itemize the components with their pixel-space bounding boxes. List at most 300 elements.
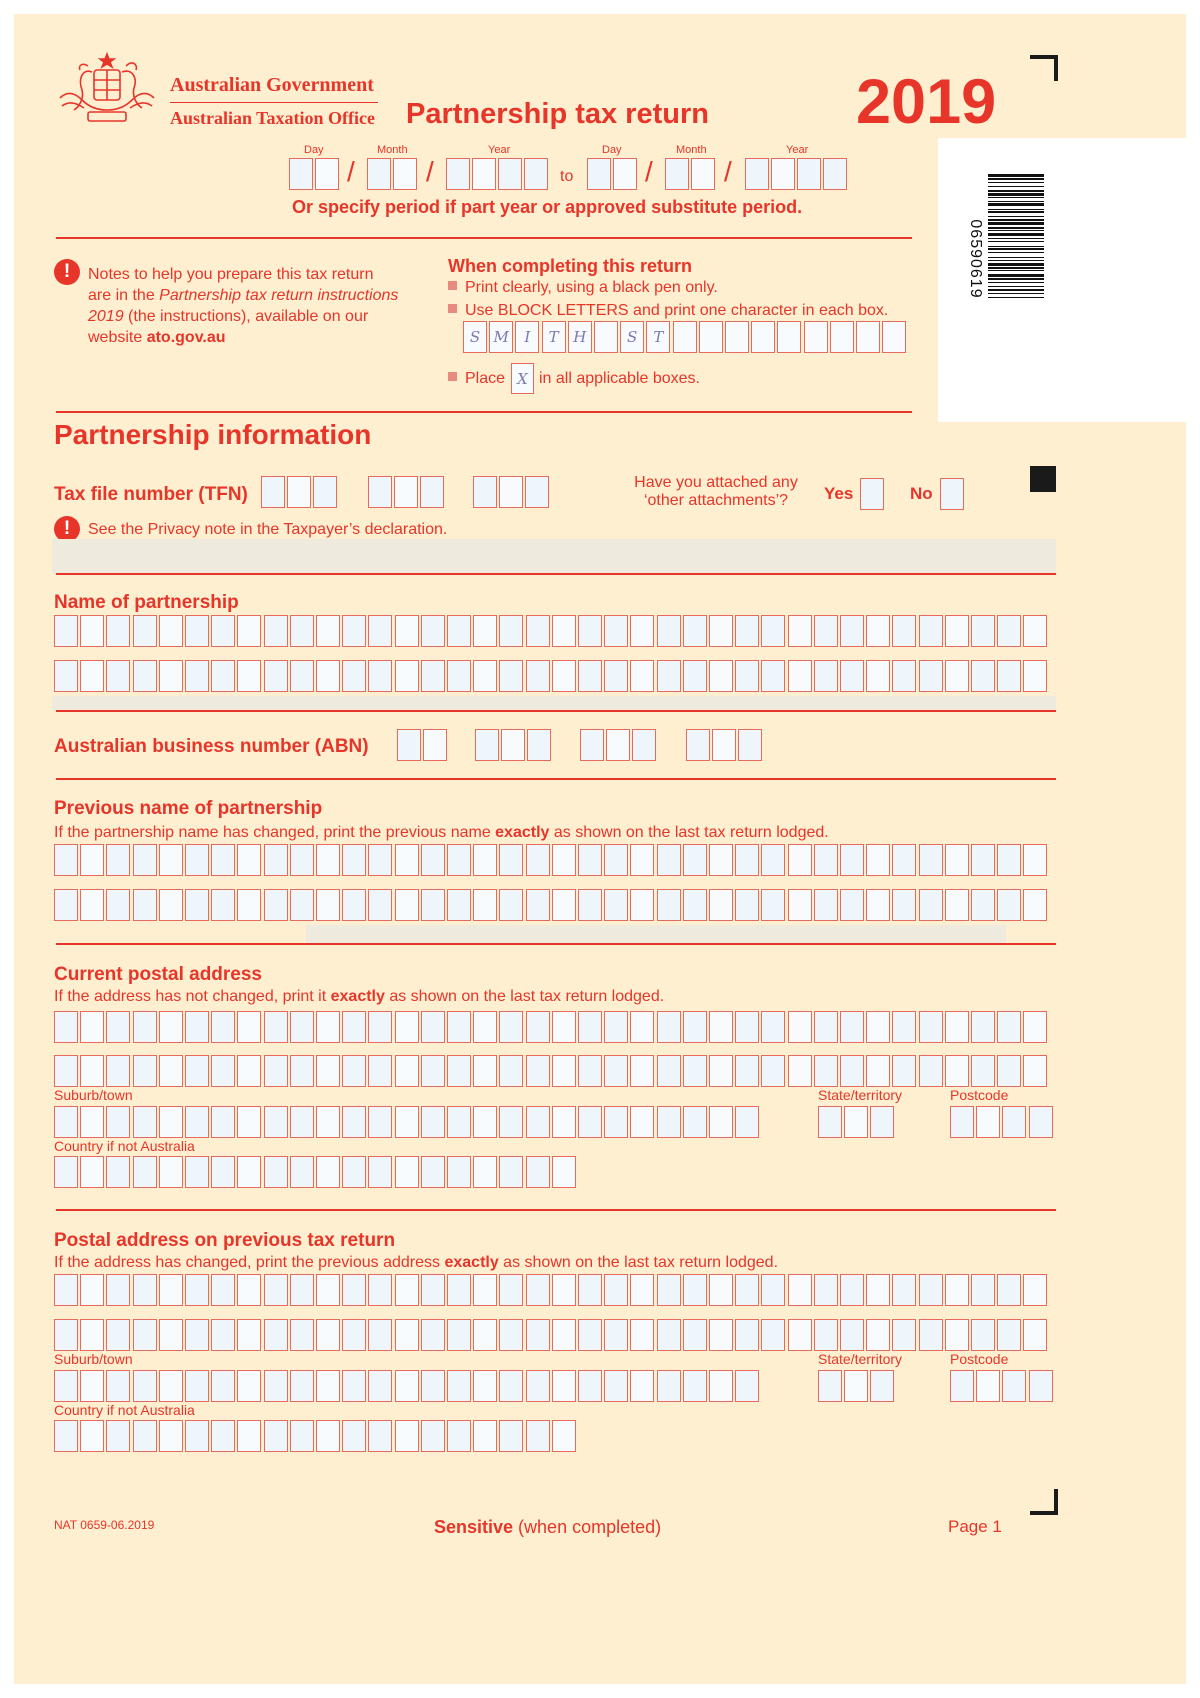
period-date-box[interactable]	[393, 158, 417, 190]
current-address-box[interactable]	[945, 1055, 969, 1087]
previous-name-box[interactable]	[133, 844, 157, 876]
current-country-box[interactable]	[316, 1156, 340, 1188]
previous-address-box[interactable]	[814, 1274, 838, 1306]
previous-name-box[interactable]	[683, 844, 707, 876]
previous-suburb-box[interactable]	[683, 1370, 707, 1402]
partnership-name-box[interactable]	[211, 660, 235, 692]
partnership-name-box[interactable]	[499, 615, 523, 647]
previous-name-box[interactable]	[133, 889, 157, 921]
current-address-box[interactable]	[814, 1011, 838, 1043]
current-country-box[interactable]	[290, 1156, 314, 1188]
previous-name-box[interactable]	[421, 844, 445, 876]
previous-address-box[interactable]	[316, 1274, 340, 1306]
previous-name-box[interactable]	[499, 889, 523, 921]
abn-box[interactable]	[738, 729, 762, 761]
partnership-name-box[interactable]	[735, 615, 759, 647]
previous-address-box[interactable]	[840, 1274, 864, 1306]
previous-name-box[interactable]	[604, 844, 628, 876]
previous-suburb-box[interactable]	[106, 1370, 130, 1402]
partnership-name-box[interactable]	[80, 660, 104, 692]
previous-name-box[interactable]	[342, 844, 366, 876]
previous-address-box[interactable]	[368, 1274, 392, 1306]
previous-address-box[interactable]	[211, 1274, 235, 1306]
current-state-box[interactable]	[844, 1106, 868, 1138]
period-date-box[interactable]	[665, 158, 689, 190]
previous-state-box[interactable]	[818, 1370, 842, 1402]
period-date-box[interactable]	[613, 158, 637, 190]
partnership-name-box[interactable]	[264, 615, 288, 647]
current-suburb-box[interactable]	[604, 1106, 628, 1138]
previous-suburb-box[interactable]	[316, 1370, 340, 1402]
current-address-box[interactable]	[761, 1011, 785, 1043]
current-country-box[interactable]	[473, 1156, 497, 1188]
tfn-box[interactable]	[287, 476, 311, 508]
period-date-box[interactable]	[823, 158, 847, 190]
previous-name-box[interactable]	[892, 844, 916, 876]
partnership-name-box[interactable]	[526, 660, 550, 692]
tfn-box[interactable]	[368, 476, 392, 508]
current-address-box[interactable]	[683, 1055, 707, 1087]
current-suburb-box[interactable]	[447, 1106, 471, 1138]
partnership-name-box[interactable]	[447, 615, 471, 647]
partnership-name-box[interactable]	[342, 660, 366, 692]
current-state-box[interactable]	[818, 1106, 842, 1138]
previous-suburb-box[interactable]	[342, 1370, 366, 1402]
previous-address-box[interactable]	[185, 1319, 209, 1351]
abn-box[interactable]	[632, 729, 656, 761]
abn-box[interactable]	[475, 729, 499, 761]
previous-name-box[interactable]	[54, 844, 78, 876]
current-suburb-box[interactable]	[552, 1106, 576, 1138]
previous-suburb-box[interactable]	[237, 1370, 261, 1402]
previous-name-box[interactable]	[919, 844, 943, 876]
partnership-name-box[interactable]	[709, 615, 733, 647]
previous-name-box[interactable]	[657, 844, 681, 876]
partnership-name-box[interactable]	[526, 615, 550, 647]
current-address-box[interactable]	[473, 1055, 497, 1087]
previous-address-box[interactable]	[945, 1274, 969, 1306]
current-suburb-box[interactable]	[342, 1106, 366, 1138]
previous-name-box[interactable]	[264, 889, 288, 921]
partnership-name-box[interactable]	[840, 615, 864, 647]
current-suburb-box[interactable]	[395, 1106, 419, 1138]
current-address-box[interactable]	[264, 1055, 288, 1087]
partnership-name-box[interactable]	[840, 660, 864, 692]
current-address-box[interactable]	[604, 1055, 628, 1087]
previous-suburb-box[interactable]	[185, 1370, 209, 1402]
previous-suburb-box[interactable]	[159, 1370, 183, 1402]
current-suburb-box[interactable]	[237, 1106, 261, 1138]
partnership-name-box[interactable]	[133, 615, 157, 647]
period-date-box[interactable]	[691, 158, 715, 190]
current-country-box[interactable]	[264, 1156, 288, 1188]
current-postcode-box[interactable]	[976, 1106, 1000, 1138]
current-country-box[interactable]	[185, 1156, 209, 1188]
previous-address-box[interactable]	[919, 1319, 943, 1351]
current-address-box[interactable]	[159, 1011, 183, 1043]
previous-name-box[interactable]	[945, 889, 969, 921]
current-address-box[interactable]	[526, 1011, 550, 1043]
previous-address-box[interactable]	[866, 1274, 890, 1306]
current-address-box[interactable]	[840, 1055, 864, 1087]
previous-suburb-box[interactable]	[80, 1370, 104, 1402]
previous-address-box[interactable]	[185, 1274, 209, 1306]
previous-address-box[interactable]	[919, 1274, 943, 1306]
partnership-name-box[interactable]	[552, 615, 576, 647]
previous-name-box[interactable]	[892, 889, 916, 921]
abn-box[interactable]	[397, 729, 421, 761]
partnership-name-box[interactable]	[159, 615, 183, 647]
partnership-name-box[interactable]	[290, 615, 314, 647]
previous-address-box[interactable]	[159, 1319, 183, 1351]
previous-address-box[interactable]	[997, 1274, 1021, 1306]
previous-postcode-box[interactable]	[950, 1370, 974, 1402]
previous-country-box[interactable]	[211, 1420, 235, 1452]
partnership-name-box[interactable]	[552, 660, 576, 692]
current-address-box[interactable]	[919, 1055, 943, 1087]
previous-address-box[interactable]	[342, 1274, 366, 1306]
partnership-name-box[interactable]	[264, 660, 288, 692]
previous-name-box[interactable]	[211, 889, 235, 921]
previous-address-box[interactable]	[945, 1319, 969, 1351]
previous-address-box[interactable]	[395, 1319, 419, 1351]
tfn-box[interactable]	[313, 476, 337, 508]
previous-name-box[interactable]	[290, 889, 314, 921]
current-country-box[interactable]	[526, 1156, 550, 1188]
current-address-box[interactable]	[133, 1011, 157, 1043]
current-postcode-box[interactable]	[1002, 1106, 1026, 1138]
previous-name-box[interactable]	[447, 844, 471, 876]
partnership-name-box[interactable]	[473, 660, 497, 692]
partnership-name-box[interactable]	[997, 660, 1021, 692]
current-address-box[interactable]	[788, 1011, 812, 1043]
current-country-box[interactable]	[237, 1156, 261, 1188]
current-address-box[interactable]	[997, 1011, 1021, 1043]
previous-name-box[interactable]	[395, 889, 419, 921]
previous-name-box[interactable]	[159, 844, 183, 876]
previous-suburb-box[interactable]	[368, 1370, 392, 1402]
previous-country-box[interactable]	[447, 1420, 471, 1452]
tfn-box[interactable]	[525, 476, 549, 508]
previous-country-box[interactable]	[552, 1420, 576, 1452]
current-address-box[interactable]	[395, 1055, 419, 1087]
previous-name-box[interactable]	[578, 889, 602, 921]
previous-name-box[interactable]	[159, 889, 183, 921]
previous-suburb-box[interactable]	[473, 1370, 497, 1402]
previous-name-box[interactable]	[421, 889, 445, 921]
attachments-no-checkbox[interactable]	[940, 478, 964, 510]
partnership-name-box[interactable]	[604, 615, 628, 647]
previous-name-box[interactable]	[919, 889, 943, 921]
current-country-box[interactable]	[368, 1156, 392, 1188]
current-address-box[interactable]	[159, 1055, 183, 1087]
tfn-box[interactable]	[394, 476, 418, 508]
current-suburb-box[interactable]	[290, 1106, 314, 1138]
previous-country-box[interactable]	[526, 1420, 550, 1452]
partnership-name-box[interactable]	[971, 660, 995, 692]
previous-name-box[interactable]	[316, 889, 340, 921]
previous-name-box[interactable]	[80, 889, 104, 921]
period-date-box[interactable]	[472, 158, 496, 190]
current-address-box[interactable]	[447, 1055, 471, 1087]
previous-name-box[interactable]	[840, 889, 864, 921]
previous-address-box[interactable]	[473, 1319, 497, 1351]
previous-name-box[interactable]	[735, 889, 759, 921]
current-address-box[interactable]	[866, 1011, 890, 1043]
current-suburb-box[interactable]	[630, 1106, 654, 1138]
current-address-box[interactable]	[447, 1011, 471, 1043]
current-address-box[interactable]	[971, 1055, 995, 1087]
partnership-name-box[interactable]	[735, 660, 759, 692]
previous-name-box[interactable]	[814, 889, 838, 921]
current-suburb-box[interactable]	[133, 1106, 157, 1138]
tfn-box[interactable]	[261, 476, 285, 508]
partnership-name-box[interactable]	[866, 615, 890, 647]
current-address-box[interactable]	[473, 1011, 497, 1043]
previous-suburb-box[interactable]	[735, 1370, 759, 1402]
previous-suburb-box[interactable]	[421, 1370, 445, 1402]
current-address-box[interactable]	[368, 1011, 392, 1043]
previous-name-box[interactable]	[709, 889, 733, 921]
previous-name-box[interactable]	[788, 844, 812, 876]
period-date-box[interactable]	[587, 158, 611, 190]
previous-country-box[interactable]	[185, 1420, 209, 1452]
current-suburb-box[interactable]	[159, 1106, 183, 1138]
current-address-box[interactable]	[683, 1011, 707, 1043]
previous-name-box[interactable]	[814, 844, 838, 876]
previous-country-box[interactable]	[290, 1420, 314, 1452]
previous-country-box[interactable]	[368, 1420, 392, 1452]
previous-name-box[interactable]	[499, 844, 523, 876]
previous-address-box[interactable]	[106, 1274, 130, 1306]
current-address-box[interactable]	[316, 1055, 340, 1087]
previous-name-box[interactable]	[945, 844, 969, 876]
partnership-name-box[interactable]	[761, 615, 785, 647]
previous-address-box[interactable]	[473, 1274, 497, 1306]
current-suburb-box[interactable]	[657, 1106, 681, 1138]
previous-address-box[interactable]	[316, 1319, 340, 1351]
current-address-box[interactable]	[499, 1055, 523, 1087]
previous-suburb-box[interactable]	[709, 1370, 733, 1402]
partnership-name-box[interactable]	[945, 660, 969, 692]
previous-address-box[interactable]	[552, 1319, 576, 1351]
current-address-box[interactable]	[80, 1011, 104, 1043]
previous-address-box[interactable]	[604, 1274, 628, 1306]
partnership-name-box[interactable]	[788, 660, 812, 692]
current-country-box[interactable]	[159, 1156, 183, 1188]
current-address-box[interactable]	[80, 1055, 104, 1087]
partnership-name-box[interactable]	[814, 615, 838, 647]
partnership-name-box[interactable]	[630, 660, 654, 692]
current-address-box[interactable]	[526, 1055, 550, 1087]
previous-address-box[interactable]	[395, 1274, 419, 1306]
previous-name-box[interactable]	[473, 844, 497, 876]
previous-name-box[interactable]	[80, 844, 104, 876]
partnership-name-box[interactable]	[604, 660, 628, 692]
current-suburb-box[interactable]	[211, 1106, 235, 1138]
current-address-box[interactable]	[237, 1055, 261, 1087]
previous-address-box[interactable]	[709, 1319, 733, 1351]
previous-address-box[interactable]	[80, 1274, 104, 1306]
previous-address-box[interactable]	[840, 1319, 864, 1351]
previous-suburb-box[interactable]	[133, 1370, 157, 1402]
previous-country-box[interactable]	[54, 1420, 78, 1452]
previous-suburb-box[interactable]	[578, 1370, 602, 1402]
previous-address-box[interactable]	[499, 1319, 523, 1351]
previous-name-box[interactable]	[788, 889, 812, 921]
partnership-name-box[interactable]	[211, 615, 235, 647]
partnership-name-box[interactable]	[54, 615, 78, 647]
partnership-name-box[interactable]	[788, 615, 812, 647]
previous-name-box[interactable]	[709, 844, 733, 876]
previous-name-box[interactable]	[342, 889, 366, 921]
period-date-box[interactable]	[524, 158, 548, 190]
previous-address-box[interactable]	[683, 1274, 707, 1306]
previous-country-box[interactable]	[80, 1420, 104, 1452]
previous-name-box[interactable]	[237, 889, 261, 921]
previous-name-box[interactable]	[997, 889, 1021, 921]
current-address-box[interactable]	[630, 1011, 654, 1043]
previous-address-box[interactable]	[971, 1319, 995, 1351]
current-country-box[interactable]	[106, 1156, 130, 1188]
current-country-box[interactable]	[421, 1156, 445, 1188]
previous-name-box[interactable]	[526, 844, 550, 876]
partnership-name-box[interactable]	[657, 615, 681, 647]
partnership-name-box[interactable]	[421, 660, 445, 692]
period-date-box[interactable]	[315, 158, 339, 190]
current-address-box[interactable]	[971, 1011, 995, 1043]
previous-address-box[interactable]	[892, 1319, 916, 1351]
previous-country-box[interactable]	[237, 1420, 261, 1452]
current-address-box[interactable]	[1023, 1055, 1047, 1087]
previous-name-box[interactable]	[761, 844, 785, 876]
current-address-box[interactable]	[290, 1055, 314, 1087]
current-address-box[interactable]	[657, 1055, 681, 1087]
current-suburb-box[interactable]	[185, 1106, 209, 1138]
previous-name-box[interactable]	[473, 889, 497, 921]
current-suburb-box[interactable]	[735, 1106, 759, 1138]
previous-name-box[interactable]	[630, 844, 654, 876]
partnership-name-box[interactable]	[630, 615, 654, 647]
previous-name-box[interactable]	[604, 889, 628, 921]
previous-address-box[interactable]	[1023, 1274, 1047, 1306]
previous-address-box[interactable]	[657, 1274, 681, 1306]
previous-suburb-box[interactable]	[54, 1370, 78, 1402]
partnership-name-box[interactable]	[945, 615, 969, 647]
current-address-box[interactable]	[185, 1011, 209, 1043]
previous-address-box[interactable]	[735, 1274, 759, 1306]
previous-name-box[interactable]	[368, 844, 392, 876]
current-address-box[interactable]	[421, 1011, 445, 1043]
period-date-box[interactable]	[745, 158, 769, 190]
partnership-name-box[interactable]	[133, 660, 157, 692]
current-address-box[interactable]	[499, 1011, 523, 1043]
previous-name-box[interactable]	[1023, 889, 1047, 921]
previous-address-box[interactable]	[54, 1274, 78, 1306]
current-address-box[interactable]	[578, 1011, 602, 1043]
previous-country-box[interactable]	[473, 1420, 497, 1452]
previous-name-box[interactable]	[290, 844, 314, 876]
previous-country-box[interactable]	[264, 1420, 288, 1452]
previous-suburb-box[interactable]	[630, 1370, 654, 1402]
previous-name-box[interactable]	[54, 889, 78, 921]
previous-address-box[interactable]	[526, 1274, 550, 1306]
partnership-name-box[interactable]	[368, 660, 392, 692]
current-postcode-box[interactable]	[1029, 1106, 1053, 1138]
previous-suburb-box[interactable]	[447, 1370, 471, 1402]
partnership-name-box[interactable]	[499, 660, 523, 692]
previous-address-box[interactable]	[578, 1319, 602, 1351]
current-country-box[interactable]	[54, 1156, 78, 1188]
period-date-box[interactable]	[498, 158, 522, 190]
current-address-box[interactable]	[735, 1011, 759, 1043]
previous-suburb-box[interactable]	[604, 1370, 628, 1402]
previous-name-box[interactable]	[552, 889, 576, 921]
website-link[interactable]: ato.gov.au	[146, 329, 226, 346]
current-address-box[interactable]	[1023, 1011, 1047, 1043]
current-address-box[interactable]	[552, 1055, 576, 1087]
previous-name-box[interactable]	[185, 844, 209, 876]
current-address-box[interactable]	[211, 1011, 235, 1043]
partnership-name-box[interactable]	[185, 615, 209, 647]
previous-address-box[interactable]	[552, 1274, 576, 1306]
current-address-box[interactable]	[892, 1011, 916, 1043]
current-suburb-box[interactable]	[578, 1106, 602, 1138]
abn-box[interactable]	[423, 729, 447, 761]
current-address-box[interactable]	[211, 1055, 235, 1087]
previous-name-box[interactable]	[1023, 844, 1047, 876]
current-country-box[interactable]	[133, 1156, 157, 1188]
previous-name-box[interactable]	[552, 844, 576, 876]
current-address-box[interactable]	[945, 1011, 969, 1043]
previous-address-box[interactable]	[447, 1319, 471, 1351]
tfn-box[interactable]	[420, 476, 444, 508]
previous-name-box[interactable]	[997, 844, 1021, 876]
abn-box[interactable]	[501, 729, 525, 761]
current-country-box[interactable]	[80, 1156, 104, 1188]
current-country-box[interactable]	[342, 1156, 366, 1188]
previous-name-box[interactable]	[185, 889, 209, 921]
current-suburb-box[interactable]	[54, 1106, 78, 1138]
current-postcode-box[interactable]	[950, 1106, 974, 1138]
previous-suburb-box[interactable]	[526, 1370, 550, 1402]
period-date-box[interactable]	[446, 158, 470, 190]
current-address-box[interactable]	[709, 1055, 733, 1087]
partnership-name-box[interactable]	[683, 660, 707, 692]
current-address-box[interactable]	[185, 1055, 209, 1087]
previous-address-box[interactable]	[159, 1274, 183, 1306]
previous-address-box[interactable]	[290, 1274, 314, 1306]
partnership-name-box[interactable]	[578, 660, 602, 692]
current-address-box[interactable]	[342, 1055, 366, 1087]
partnership-name-box[interactable]	[919, 615, 943, 647]
partnership-name-box[interactable]	[761, 660, 785, 692]
partnership-name-box[interactable]	[395, 660, 419, 692]
previous-name-box[interactable]	[683, 889, 707, 921]
previous-name-box[interactable]	[106, 889, 130, 921]
current-address-box[interactable]	[919, 1011, 943, 1043]
current-address-box[interactable]	[54, 1011, 78, 1043]
current-address-box[interactable]	[892, 1055, 916, 1087]
previous-name-box[interactable]	[971, 844, 995, 876]
partnership-name-box[interactable]	[892, 615, 916, 647]
abn-box[interactable]	[686, 729, 710, 761]
partnership-name-box[interactable]	[395, 615, 419, 647]
previous-country-box[interactable]	[421, 1420, 445, 1452]
previous-country-box[interactable]	[499, 1420, 523, 1452]
current-address-box[interactable]	[604, 1011, 628, 1043]
current-suburb-box[interactable]	[106, 1106, 130, 1138]
